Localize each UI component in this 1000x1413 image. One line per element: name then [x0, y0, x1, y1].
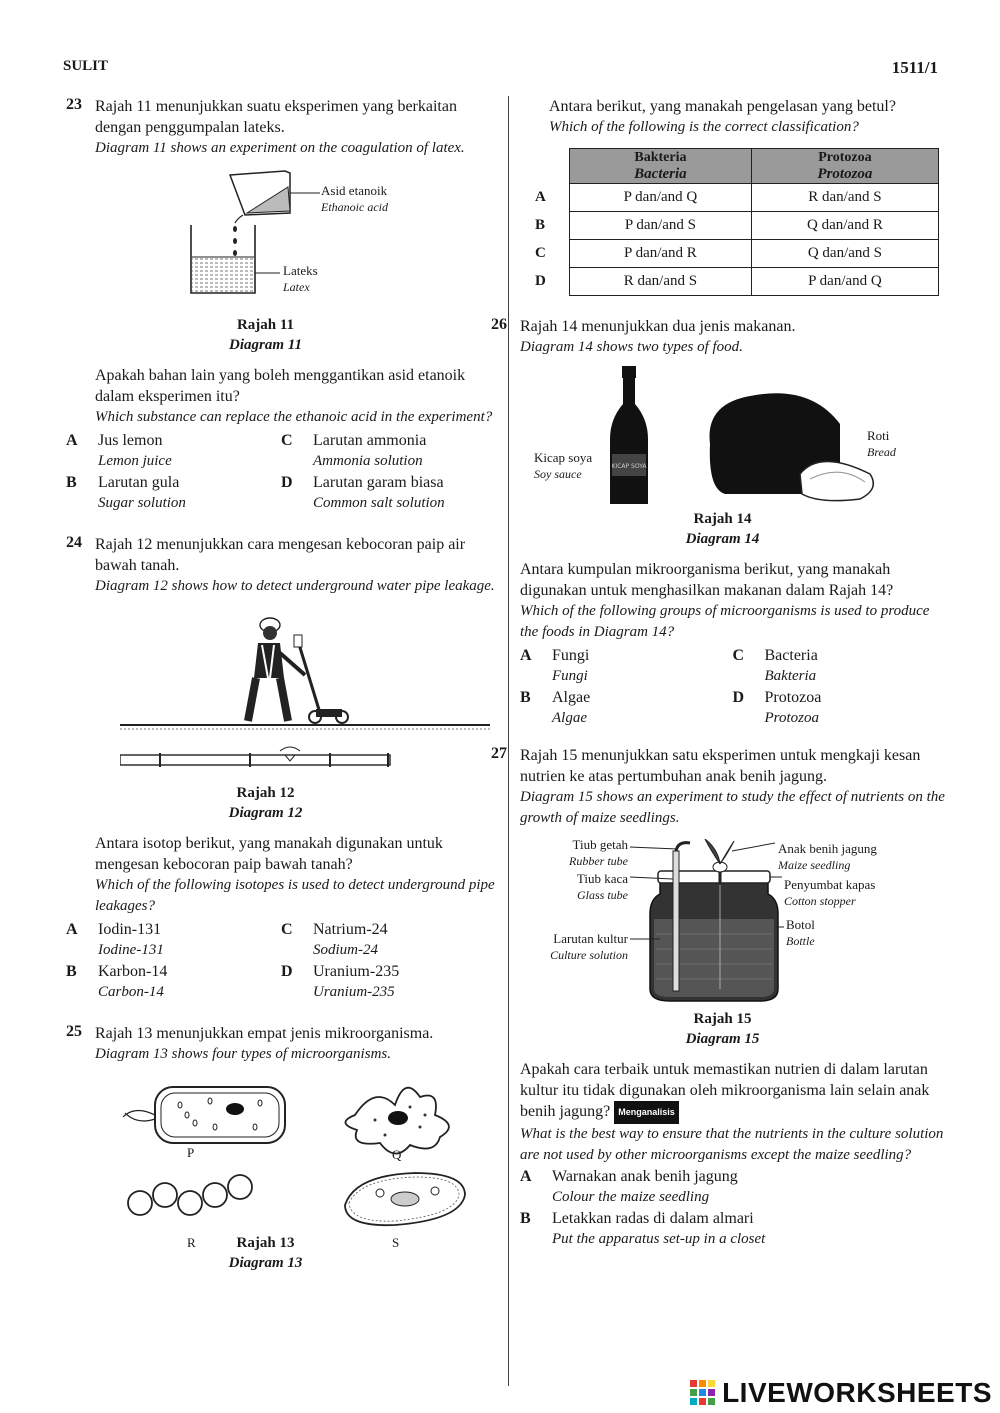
food-illustration — [520, 364, 920, 509]
question-number: 24 — [66, 534, 82, 551]
question-number: 26 — [491, 316, 507, 333]
watermark-text: LIVEWORKSHEETS — [722, 1377, 992, 1408]
question-25-continued — [535, 96, 945, 296]
stem-ms: Rajah 13 menunjukkan empat jenis mikroorganisma. — [95, 1025, 434, 1042]
classification-table — [529, 148, 939, 296]
header-left: SULIT — [63, 58, 109, 74]
stem-ms: Rajah 15 menunjukkan satu eksperimen untuk mengkaji kesan nutrien ke atas pertumbuhan anak benih jagung. — [520, 747, 921, 785]
option-a[interactable]: A Fungi Fungi — [520, 647, 590, 684]
option-c[interactable]: C Larutan ammonia Ammonia solution — [281, 432, 427, 469]
ask-ms: Apakah bahan lain yang boleh menggantikan asid etanoik dalam eksperimen itu? — [95, 367, 466, 405]
label-q: Q — [392, 1147, 402, 1162]
option-a[interactable]: A Jus lemon Lemon juice — [66, 432, 172, 469]
label-p: P — [187, 1145, 195, 1160]
microorganisms-illustration — [95, 1075, 495, 1253]
ask-ms: Antara kumpulan mikroorganisma berikut, yang manakah digunakan untuk menghasilkan makanan dalam Rajah 14? — [520, 561, 894, 599]
options-24 — [66, 919, 496, 1003]
diagram-14 — [520, 364, 945, 509]
label-seedling: Anak benih jagung Maize seedling — [778, 841, 877, 872]
options-23 — [66, 430, 496, 514]
ask-en: Which of the following isotopes is used to detect underground pipe leakages? — [95, 877, 495, 914]
ask-en: Which of the following is the correct classification? — [549, 119, 859, 135]
header-protozoa: Protozoa Protozoa — [751, 149, 938, 184]
label-soy: Kicap soya Soy sauce — [534, 450, 593, 481]
option-d[interactable]: D Uranium-235 Uranium-235 — [281, 963, 400, 1000]
ask-ms: Antara isotop berikut, yang manakah digunakan untuk mengesan kebocoran paip bawah tanah? — [95, 835, 443, 873]
diagram-11 — [95, 165, 496, 315]
option-b[interactable]: B Karbon-14 Carbon-14 — [66, 963, 168, 1000]
question-23 — [66, 96, 496, 514]
stem-en: Diagram 11 shows an experiment on the coagulation of latex. — [95, 140, 465, 156]
label-glass: Tiub kaca Glass tube — [576, 871, 628, 902]
ask-ms: Antara berikut, yang manakah pengelasan yang betul? — [549, 98, 896, 115]
question-27 — [491, 745, 945, 1250]
caption-diagram-11: Rajah 11 Diagram 11 — [229, 317, 302, 353]
ask-en: Which substance can replace the ethanoic acid in the experiment? — [95, 409, 493, 425]
option-a[interactable]: A Iodin-131 Iodine-131 — [66, 921, 164, 958]
left-column — [66, 96, 496, 1273]
label-latex: Lateks Latex — [283, 263, 318, 294]
question-24 — [66, 534, 496, 1003]
table-row[interactable]: C P dan/and R Q dan/and S — [529, 240, 939, 268]
label-s: S — [392, 1235, 400, 1250]
right-column — [491, 96, 945, 1250]
question-number: 23 — [66, 96, 82, 113]
label-culture: Larutan kultur Culture solution — [550, 931, 628, 962]
options-27 — [520, 1166, 945, 1250]
option-a[interactable]: A Warnakan anak benih jagung Colour the maize seedling — [520, 1168, 738, 1205]
diagram-12 — [95, 603, 496, 783]
liveworksheets-watermark — [690, 1377, 992, 1409]
diagram-15 — [520, 839, 945, 1009]
stem-en: Diagram 14 shows two types of food. — [520, 339, 743, 355]
caption-diagram-13: Rajah 13 Diagram 13 — [228, 1235, 303, 1271]
header-bacteria: Bakteria Bacteria — [570, 149, 752, 184]
bottle-label: KICAP SOYA — [611, 463, 647, 470]
stem-ms: Rajah 11 menunjukkan suatu eksperimen yang berkaitan dengan penggumpalan lateks. — [95, 98, 457, 136]
label-acid: Asid etanoik Ethanoic acid — [321, 183, 388, 214]
ask-ms: Apakah cara terbaik untuk memastikan nutrien di dalam larutan kultur itu tidak digunakan oleh mikroorganisma lain selain anak benih jagung? Menganalisis — [520, 1059, 945, 1124]
label-bottle: Botol Bottle — [786, 917, 815, 948]
pipe-detector-illustration — [120, 603, 500, 783]
stem-ms: Rajah 14 menunjukkan dua jenis makanan. — [520, 318, 796, 335]
question-number: 27 — [491, 745, 507, 762]
option-d[interactable]: D Larutan garam biasa Common salt solution — [281, 474, 445, 511]
stem-ms: Rajah 12 menunjukkan cara mengesan kebocoran paip air bawah tanah. — [95, 536, 466, 574]
table-row[interactable]: D R dan/and S P dan/and Q — [529, 268, 939, 296]
option-b[interactable]: B Larutan gula Sugar solution — [66, 474, 186, 511]
caption-diagram-14: Rajah 14 Diagram 14 — [685, 511, 760, 547]
table-row[interactable]: B P dan/and S Q dan/and R — [529, 212, 939, 240]
stem-en: Diagram 15 shows an experiment to study the effect of nutrients on the growth of maize seedlings. — [520, 789, 945, 826]
label-bread: Roti Bread — [867, 428, 896, 459]
options-26 — [520, 645, 945, 729]
ask-en: What is the best way to ensure that the nutrients in the culture solution are not used by other microorganisms except the maize seedling? — [520, 1126, 944, 1163]
diagram-13 — [95, 1075, 496, 1253]
option-b[interactable]: B Algae Algae — [520, 689, 591, 726]
option-b[interactable]: B Letakkan radas di dalam almari Put the apparatus set-up in a closet — [520, 1210, 766, 1247]
ask-en: Which of the following groups of microorganisms is used to produce the foods in Diagram 14? — [520, 603, 930, 640]
label-r: R — [187, 1235, 196, 1250]
stem-en: Diagram 12 shows how to detect underground water pipe leakage. — [95, 578, 495, 594]
header-right: 1511/1 — [891, 58, 938, 77]
table-header — [529, 149, 939, 184]
liveworksheets-logo-icon — [690, 1380, 716, 1406]
label-rubber: Tiub getah Rubber tube — [569, 837, 628, 868]
option-d[interactable]: D Protozoa Protozoa — [732, 689, 822, 726]
label-stopper: Penyumbat kapas Cotton stopper — [784, 877, 876, 908]
question-25 — [66, 1023, 496, 1273]
option-c[interactable]: C Bacteria Bakteria — [732, 647, 818, 684]
caption-diagram-12: Rajah 12 Diagram 12 — [228, 785, 303, 821]
question-26 — [491, 316, 945, 729]
caption-diagram-15: Rajah 15 Diagram 15 — [685, 1011, 760, 1047]
table-row[interactable]: A P dan/and Q R dan/and S — [529, 184, 939, 212]
stem-en: Diagram 13 shows four types of microorganisms. — [95, 1046, 391, 1062]
question-number: 25 — [66, 1023, 82, 1040]
option-c[interactable]: C Natrium-24 Sodium-24 — [281, 921, 388, 958]
skill-badge: Menganalisis — [614, 1101, 679, 1124]
